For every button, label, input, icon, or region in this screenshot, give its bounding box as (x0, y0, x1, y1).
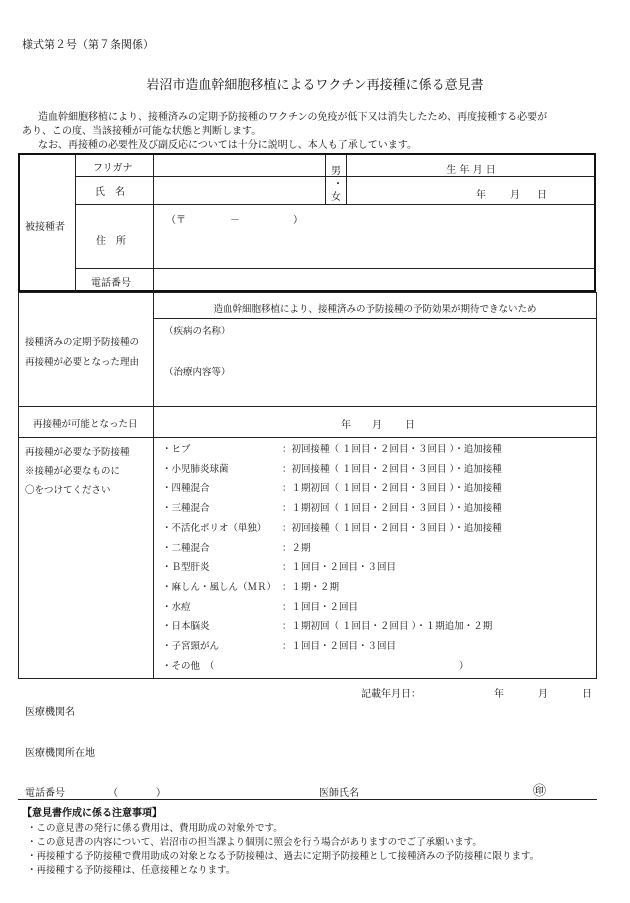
vaccine-detail: ：初回接種（ １回目・２回目・３回目 ）・追加接種 (282, 444, 502, 455)
phone-label: 電話番号 (91, 278, 131, 289)
intro-line-3: なお、再接種の必要性及び副反応については十分に説明し、本人も了承しています。 (38, 140, 417, 151)
address-field[interactable] (155, 206, 593, 266)
form-id: 様式第２号（第７条関係） (22, 38, 154, 51)
written-month: 月 (538, 689, 548, 700)
vaccine-name: ・麻しん・風しん（ＭＲ） (162, 581, 277, 593)
vaccine-row[interactable] (162, 461, 592, 477)
intro-line-1: 造血幹細胞移植により、接種済みの定期予防接種のワクチンの免疫が低下又は消失したため、再度接種する必要が (38, 112, 548, 123)
vaccine-detail: ） (459, 660, 469, 672)
recipient-section-label: 被接種者 (25, 222, 65, 233)
postal-dash: － (230, 215, 240, 226)
vaccine-label-3: 〇をつけてください (25, 485, 111, 496)
possible-date-label: 再接種が可能となった日 (33, 419, 138, 430)
note-3: ・再接種する予防接種で費用助成の対象となる予防接種は、過去に定期予防接種として接種済みの予防接種に限ります。 (27, 851, 540, 862)
vaccine-name: ・日本脳炎 (162, 621, 210, 633)
vaccine-row[interactable] (162, 599, 592, 615)
vaccine-detail: ：２期 (282, 542, 311, 554)
intro-line-2: あり、この度、当該接種が可能な状態と判断します。 (22, 126, 262, 137)
phone-field[interactable] (155, 270, 593, 290)
vaccine-row[interactable] (162, 441, 592, 457)
vaccine-row[interactable] (162, 559, 592, 575)
birth-year: 年 (476, 190, 486, 201)
footer-phone-open: （ (108, 788, 118, 799)
possible-month: 月 (372, 420, 382, 431)
reason-label-2: 再接種が必要となった理由 (25, 357, 140, 368)
vaccine-detail: ：１回目・２回目 (282, 601, 359, 613)
vaccine-detail: ：１期初回（ １回目・２回目・３回目 ）・追加接種 (282, 503, 502, 515)
vaccine-detail: ：１回目・２回目・３回目 (282, 562, 397, 574)
postal-mark: （〒 (166, 215, 186, 226)
vaccine-detail: ：初回接種（ １回目・２回目・３回目 ）・追加接種 (282, 463, 502, 475)
vaccine-detail: ：１期初回（ １回目・２回目 ）・１期追加・２期 (282, 621, 493, 633)
page-title: 岩沼市造血幹細胞移植によるワクチン再接種に係る意見書 (146, 78, 484, 93)
written-year: 年 (494, 689, 504, 700)
sex-male[interactable]: 男 (331, 166, 341, 177)
vaccine-detail: ：１回目・２回目・３回目 (282, 641, 397, 652)
reason-header: 造血幹細胞移植により、接種済みの予防接種の予防効果が期待できないため (213, 304, 537, 315)
doctor-label: 医師氏名 (319, 788, 359, 799)
written-day: 日 (582, 689, 592, 700)
vaccine-name: ・ヒブ (162, 444, 191, 455)
vaccine-name: ・小児肺炎球菌 (162, 463, 229, 475)
birth-day: 日 (537, 190, 547, 201)
vaccine-label-2: ※接種が必要なものに (25, 466, 121, 477)
seal-mark: ㊞ (533, 784, 547, 799)
address-label: 住 所 (96, 236, 126, 247)
sex-female[interactable]: 女 (331, 192, 341, 203)
footer-phone-close: ） (156, 788, 166, 799)
institution-address-label: 医療機関所在地 (25, 748, 95, 759)
vaccine-row[interactable] (162, 618, 592, 634)
furigana-label: フリガナ (93, 163, 133, 174)
notes-title: 【意見書作成に係る注意事項】 (22, 808, 162, 819)
reason-field[interactable] (155, 320, 595, 404)
vaccine-row[interactable] (162, 520, 592, 536)
vaccine-name: ・三種混合 (162, 503, 210, 515)
possible-day: 日 (405, 420, 415, 431)
vaccine-row[interactable] (162, 500, 592, 516)
vaccine-row[interactable] (162, 480, 592, 496)
birth-month: 月 (510, 190, 520, 201)
vaccine-name: ・その他 （ (162, 660, 215, 672)
note-2: ・この意見書の内容について、岩沼市の担当課より個別に照会を行う場合がありますのでご了承願います。 (27, 837, 482, 848)
note-4: ・再接種する予防接種は、任意接種となります。 (27, 865, 236, 876)
note-1: ・この意見書の発行に係る費用は、費用助成の対象外です。 (27, 823, 283, 834)
vaccine-detail: ：１期初回（ １回目・２回目・３回目 ）・追加接種 (282, 483, 502, 495)
vaccine-label-1: 再接種が必要な予防接種 (25, 447, 130, 458)
name-field[interactable] (155, 178, 323, 203)
footer-phone-label: 電話番号 (25, 788, 65, 799)
furigana-field[interactable] (155, 157, 323, 175)
vaccine-name: ・子宮頸がん (162, 641, 220, 652)
written-date-label: 記載年月日： (361, 689, 421, 700)
birth-header: 生 年 月 日 (446, 165, 496, 176)
postal-close: ） (293, 215, 303, 226)
possible-year: 年 (341, 420, 351, 431)
vaccine-name: ・水痘 (162, 601, 191, 613)
name-label: 氏 名 (95, 187, 125, 198)
vaccine-name: ・Ｂ型肝炎 (162, 562, 210, 574)
treatment-label: （治療内容等） (164, 367, 231, 378)
vaccine-name: ・二種混合 (162, 542, 210, 554)
vaccine-row[interactable] (162, 658, 592, 674)
vaccine-name: ・四種混合 (162, 483, 210, 495)
vaccine-detail: ：１期・２期 (282, 581, 340, 593)
vaccine-name: ・不活化ポリオ（単独） (162, 522, 267, 534)
reason-label-1: 接種済みの定期予防接種の (25, 337, 140, 348)
vaccine-row[interactable] (162, 638, 592, 654)
institution-label: 医療機関名 (25, 707, 75, 718)
disease-label: （疾病の名称） (164, 326, 231, 337)
vaccine-detail: ：初回接種（ １回目・２回目・３回目 ）・追加接種 (282, 522, 502, 534)
sex-dot: ・ (333, 179, 343, 190)
vaccine-row[interactable] (162, 540, 592, 556)
vaccine-row[interactable] (162, 579, 592, 595)
